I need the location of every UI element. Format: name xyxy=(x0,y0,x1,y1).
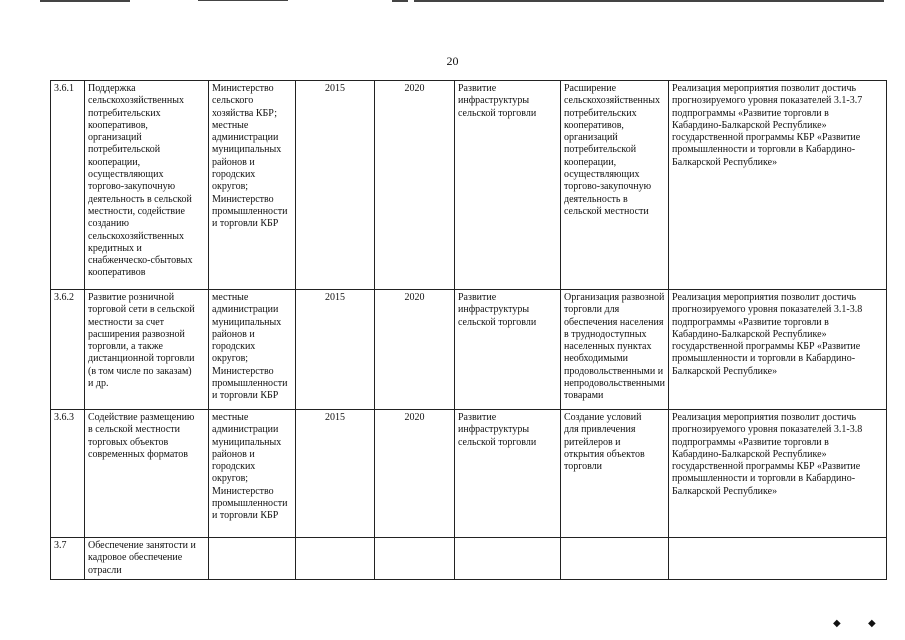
table-row xyxy=(51,290,887,410)
table-row xyxy=(51,538,887,580)
direction: Развитие инфраструктуры сельской торговли xyxy=(455,410,561,538)
table-row xyxy=(51,81,887,290)
scan-speck: ◆ xyxy=(833,618,841,629)
activity-name: Содействие размещению в сельской местности торговых объектов современных форматов xyxy=(85,410,209,538)
scan-artifact-line xyxy=(40,0,130,2)
indicator-note: Реализация мероприятия позволит достичь прогнозируемого уровня показателей 3.1-3.8 подпрограммы «Развитие торговли в Кабардино-Балкарской Республике» государственной программы КБР «Развитие промышленности и торговли в Кабардино- Балкарской Республике» xyxy=(669,410,887,538)
end-year: 2020 xyxy=(375,81,455,290)
end-year: 2020 xyxy=(375,410,455,538)
expected-result: Расширение сельскохозяйственных потребительских кооперативов, организаций потребительской кооперации, осуществляющих торгово-закупочную деятельность в сельской местности xyxy=(561,81,669,290)
executor xyxy=(209,538,296,580)
row-number: 3.6.2 xyxy=(51,290,85,410)
page-number: 20 xyxy=(446,54,459,68)
scan-artifact-line xyxy=(198,0,288,1)
scan-artifact-line xyxy=(414,0,884,2)
executor: местные администрации муниципальных районов и городских округов; Министерство промышленности и торговли КБР xyxy=(209,290,296,410)
end-year xyxy=(375,538,455,580)
activity-name: Поддержка сельскохозяйственных потребительских кооперативов, организаций потребительской кооперации, осуществляющих торгово-закупочную деятельность в сельской местности, содействие созданию сельскохозяйственных кредитных и снабженческо-сбытовых кооперативов xyxy=(85,81,209,290)
scan-speck: ◆ xyxy=(868,618,876,629)
row-number: 3.6.3 xyxy=(51,410,85,538)
activity-name: Обеспечение занятости и кадровое обеспечение отрасли xyxy=(85,538,209,580)
direction: Развитие инфраструктуры сельской торговли xyxy=(455,81,561,290)
activity-name: Развитие розничной торговой сети в сельской местности за счет расширения развозной торговли, а также дистанционной торговли (в том числе по заказам) и др. xyxy=(85,290,209,410)
start-year: 2015 xyxy=(296,81,375,290)
indicator-note: Реализация мероприятия позволит достичь прогнозируемого уровня показателей 3.1-3.7 подпрограммы «Развитие торговли в Кабардино-Балкарской Республике» государственной программы КБР «Развитие промышленности и торговли в Кабардино- Балкарской Республике» xyxy=(669,81,887,290)
table-row xyxy=(51,410,887,538)
direction xyxy=(455,538,561,580)
indicator-note xyxy=(669,538,887,580)
activities-table xyxy=(50,80,887,580)
indicator-note: Реализация мероприятия позволит достичь прогнозируемого уровня показателей 3.1-3.8 подпрограммы «Развитие торговли в Кабардино-Балкарской Республике» государственной программы КБР «Развитие промышленности и торговли в Кабардино- Балкарской Республике» xyxy=(669,290,887,410)
row-number: 3.6.1 xyxy=(51,81,85,290)
expected-result: Организация развозной торговли для обеспечения населения в труднодоступных населенных пунктах необходимыми продовольственными и непродовольственными товарами xyxy=(561,290,669,410)
row-number: 3.7 xyxy=(51,538,85,580)
start-year: 2015 xyxy=(296,410,375,538)
expected-result xyxy=(561,538,669,580)
start-year xyxy=(296,538,375,580)
scan-artifact-line xyxy=(392,0,408,2)
start-year: 2015 xyxy=(296,290,375,410)
direction: Развитие инфраструктуры сельской торговли xyxy=(455,290,561,410)
end-year: 2020 xyxy=(375,290,455,410)
executor: Министерство сельского хозяйства КБР; местные администрации муниципальных районов и городских округов; Министерство промышленности и торговли КБР xyxy=(209,81,296,290)
executor: местные администрации муниципальных районов и городских округов; Министерство промышленности и торговли КБР xyxy=(209,410,296,538)
expected-result: Создание условий для привлечения ритейлеров и открытия объектов торговли xyxy=(561,410,669,538)
